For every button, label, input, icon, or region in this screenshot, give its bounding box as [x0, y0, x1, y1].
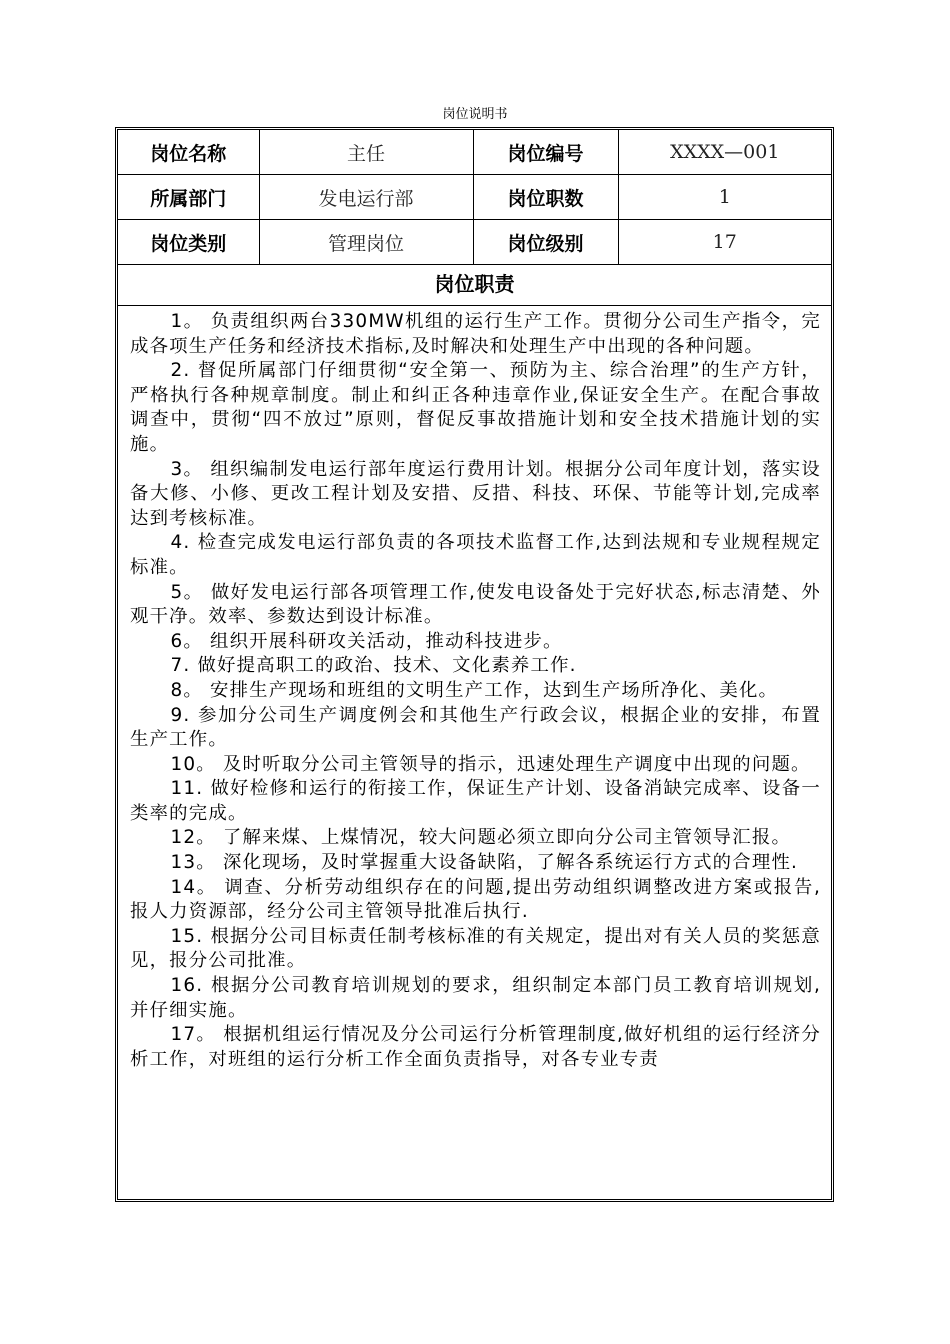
- duty-item: 13。 深化现场，及时掌握重大设备缺陷，了解各系统运行方式的合理性.: [170, 852, 799, 874]
- duty-item: 3。 组织编制发电运行部年度运行费用计划。根据分公司年度计划，落实设备大修、小修、更改工程计划及安措、反措、科技、环保、节能等计划,完成率达到考核标准。: [130, 458, 821, 529]
- job-title-value: 主任: [259, 130, 473, 175]
- headcount-label: 岗位职数: [473, 175, 618, 220]
- job-description-form: [115, 127, 834, 1202]
- job-level-value: 17: [618, 220, 831, 265]
- job-category-label: 岗位类别: [118, 220, 259, 265]
- department-label: 所属部门: [118, 175, 259, 220]
- duty-item: 8。 安排生产现场和班组的文明生产工作，达到生产场所净化、美化。: [170, 679, 779, 701]
- table-row: [118, 130, 831, 175]
- duty-item: 4. 检查完成发电运行部负责的各项技术监督工作,达到法规和专业规程规定标准。: [130, 532, 821, 578]
- table-row: [118, 220, 831, 265]
- duty-item: 6。 组织开展科研攻关活动，推动科技进步。: [170, 630, 563, 652]
- duties-list: [118, 306, 831, 1072]
- duty-item: 10。 及时听取分公司主管领导的指示，迅速处理生产调度中出现的问题。: [170, 753, 811, 775]
- duty-item: 11. 做好检修和运行的衔接工作，保证生产计划、设备消缺完成率、设备一类率的完成。: [130, 778, 821, 824]
- job-code-label: 岗位编号: [473, 130, 618, 175]
- duty-item: 12。 了解来煤、上煤情况，较大问题必须立即向分公司主管领导汇报。: [170, 827, 792, 849]
- table-row: [118, 175, 831, 220]
- duty-item: 1。 负责组织两台330MW机组的运行生产工作。贯彻分公司生产指令，完成各项生产任务和经济技术指标,及时解决和处理生产中出现的各种问题。: [130, 311, 821, 357]
- job-level-label: 岗位级别: [473, 220, 618, 265]
- document-title: 岗位说明书: [442, 107, 508, 122]
- job-title-label: 岗位名称: [118, 130, 259, 175]
- duty-item: 15. 根据分公司目标责任制考核标准的有关规定，提出对有关人员的奖惩意见，报分公司批准。: [130, 925, 821, 972]
- job-category-value: 管理岗位: [259, 220, 473, 265]
- duty-item: 5。 做好发电运行部各项管理工作,使发电设备处于完好状态,标志清楚、外观干净。效率、参数达到设计标准。: [130, 581, 821, 628]
- department-value: 发电运行部: [259, 175, 473, 220]
- job-info-table: [118, 130, 831, 265]
- duty-item: 16. 根据分公司教育培训规划的要求，组织制定本部门员工教育培训规划,并仔细实施。: [130, 975, 821, 1021]
- job-code-value: XXXX—001: [618, 130, 831, 175]
- duty-item: 14。 调查、分析劳动组织存在的问题,提出劳动组织调整改进方案或报告,报人力资源部，经分公司主管领导批准后执行.: [130, 876, 821, 923]
- duties-heading: 岗位职责: [118, 265, 831, 306]
- headcount-value: 1: [618, 175, 831, 220]
- duty-item: 17。 根据机组运行情况及分公司运行分析管理制度,做好机组的运行经济分析工作，对班组的运行分析工作全面负责指导，对各专业专责: [130, 1024, 821, 1070]
- duty-item: 7. 做好提高职工的政治、技术、文化素养工作.: [170, 655, 577, 677]
- duty-item: 9. 参加分公司生产调度例会和其他生产行政会议，根据企业的安排，布置生产工作。: [130, 704, 821, 751]
- duty-item: 2. 督促所属部门仔细贯彻“安全第一、预防为主、综合治理”的生产方针，严格执行各种规章制度。制止和纠正各种违章作业,保证安全生产。在配合事故调查中，贯彻“四不放过”原则，督促反事故措施计划和安全技术措施计划的实施。: [130, 360, 821, 455]
